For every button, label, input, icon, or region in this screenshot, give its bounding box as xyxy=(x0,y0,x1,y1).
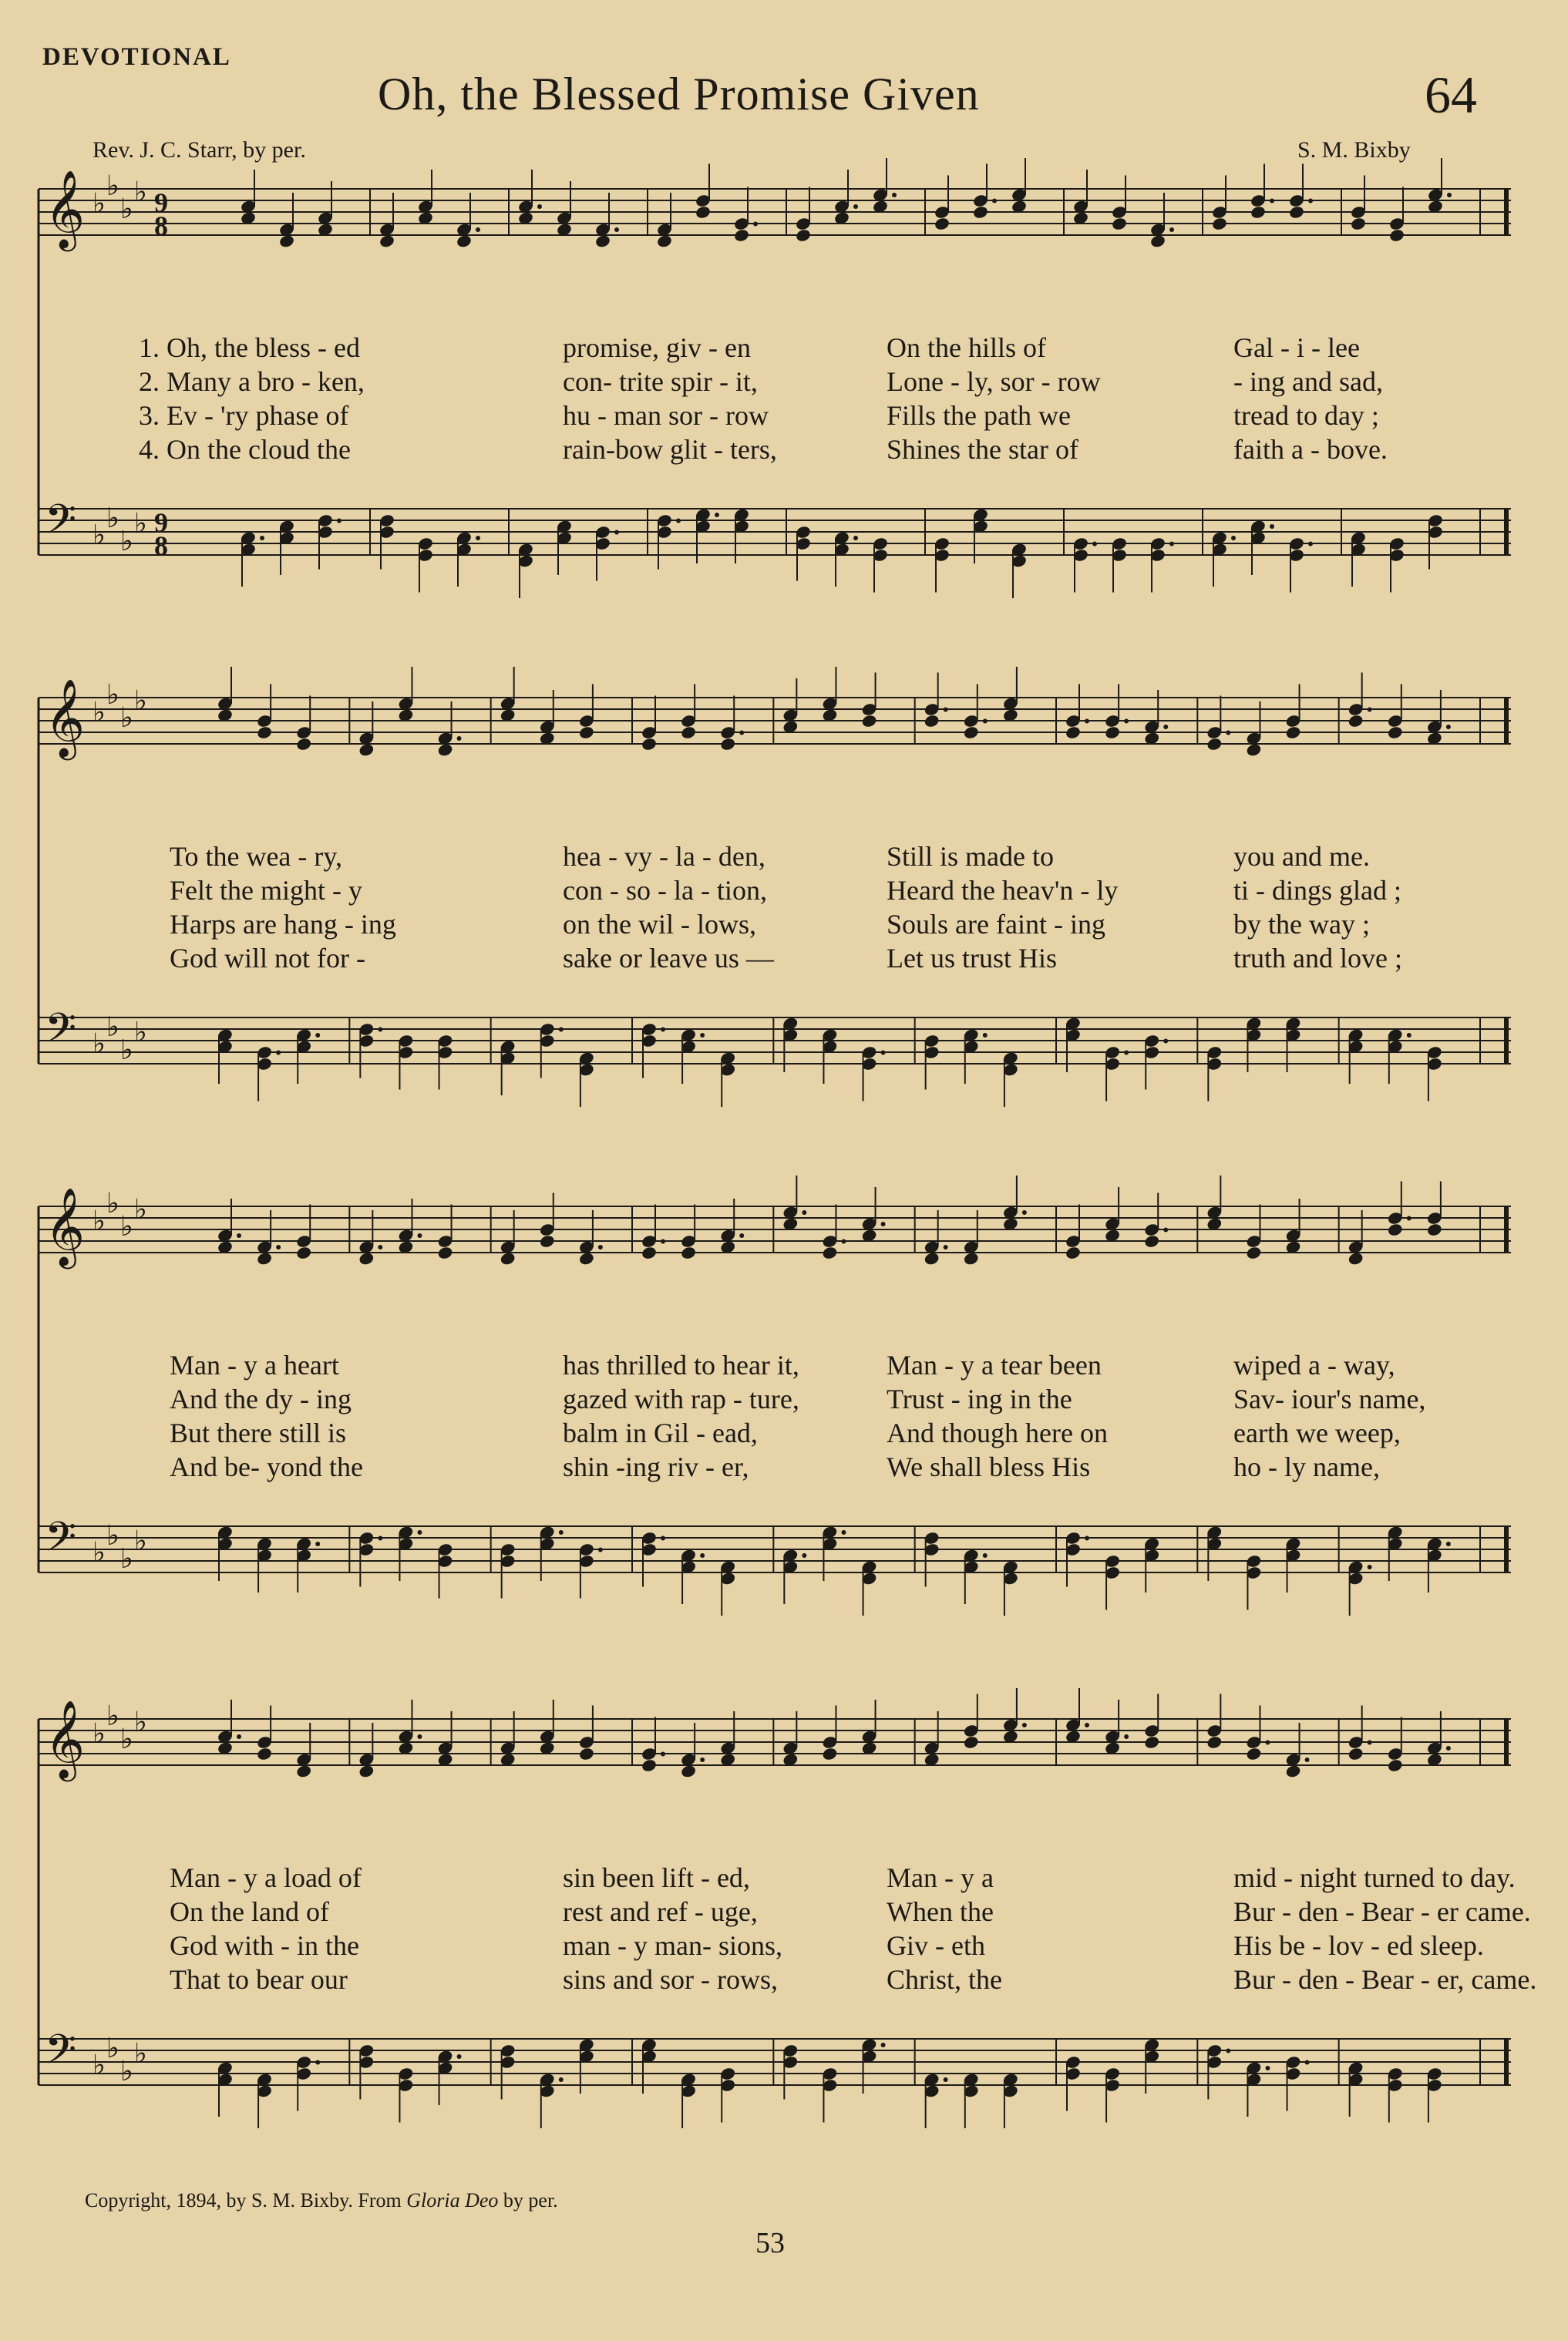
note-head xyxy=(1149,536,1174,593)
lyric-segment: We shall bless His xyxy=(887,1451,1091,1482)
lyric-segment: 3. Ev - 'ry phase of xyxy=(139,400,349,431)
note-head xyxy=(539,1022,564,1078)
lyric-segment: tread to day ; xyxy=(1233,400,1379,431)
note-head xyxy=(872,158,897,214)
flat-icon: ♭ xyxy=(134,177,147,208)
note-head xyxy=(437,1034,454,1090)
lyric-segment: Felt the might - y xyxy=(170,875,362,906)
note-head xyxy=(1111,536,1128,593)
flat-icon: ♭ xyxy=(120,1211,133,1243)
note-head xyxy=(680,2072,697,2128)
lyric-segment: earth we weep, xyxy=(1233,1418,1401,1448)
verse-line-2 xyxy=(31,1383,1511,1417)
note-head xyxy=(833,530,858,587)
flat-icon: ♭ xyxy=(106,1520,119,1552)
note-head xyxy=(822,1028,839,1084)
treble-clef-icon: 𝄞 xyxy=(45,169,86,248)
verse-line-3 xyxy=(31,908,1511,942)
note-head xyxy=(1246,1205,1263,1261)
lyric-segment: Shines the star of xyxy=(887,434,1078,465)
note-head xyxy=(437,1542,454,1599)
lyric-segment: Man - y a tear been xyxy=(887,1350,1102,1381)
note-head xyxy=(1065,2055,1082,2111)
note-head xyxy=(1348,2060,1364,2117)
note-head xyxy=(641,1022,665,1078)
flat-icon: ♭ xyxy=(120,193,133,225)
note-head xyxy=(217,1700,241,1756)
note-head xyxy=(1104,1554,1121,1610)
bass-staff-1 xyxy=(39,496,1511,598)
lyric-segment: But there still is xyxy=(170,1418,346,1448)
lyric-segment: sins and sor - rows, xyxy=(563,1964,778,1995)
lyric-segment: Giv - eth xyxy=(887,1930,985,1961)
lyric-segment: promise, giv - en xyxy=(563,332,751,363)
verse-line-4 xyxy=(31,1451,1511,1485)
note-head xyxy=(500,2043,516,2100)
lyric-segment: by the way ; xyxy=(1233,909,1370,940)
lyric-segment: Gal - i - lee xyxy=(1233,332,1360,363)
note-head xyxy=(539,1193,556,1250)
lyric-segment: hu - man sor - row xyxy=(563,400,769,431)
note-head xyxy=(1065,1688,1089,1744)
lyric-segment: gazed with rap - ture, xyxy=(563,1384,799,1414)
note-head xyxy=(398,1700,422,1756)
note-head xyxy=(578,1706,595,1762)
note-head xyxy=(295,1536,320,1593)
note-head xyxy=(1143,1694,1160,1751)
note-head xyxy=(924,1034,940,1090)
verse-line-1 xyxy=(31,1349,1511,1383)
verse-line-3 xyxy=(31,1929,1511,1963)
lyric-segment: Heard the heav'n - ly xyxy=(887,875,1119,906)
copyright-suffix: by per. xyxy=(503,2189,558,2212)
flat-icon: ♭ xyxy=(120,1034,133,1066)
time-signature-top: 9 xyxy=(154,187,168,218)
lyric-segment: - ing and sad, xyxy=(1233,366,1383,397)
flat-icon: ♭ xyxy=(93,1718,106,1750)
lyric-segment: 2. Many a bro - ken, xyxy=(139,366,365,397)
treble-staff-4 xyxy=(39,1688,1511,1782)
lyric-segment: ti - dings glad ; xyxy=(1233,875,1401,906)
note-head xyxy=(1002,1688,1027,1744)
lyric-segment: rest and ref - uge, xyxy=(563,1896,758,1927)
note-head xyxy=(1288,536,1313,593)
note-head xyxy=(500,1039,516,1095)
note-head xyxy=(963,1028,988,1084)
note-head xyxy=(278,519,295,575)
section-label: DEVOTIONAL xyxy=(42,43,231,71)
lyric-segment: Bur - den - Bear - er, came. xyxy=(1233,1964,1537,1995)
note-head xyxy=(1211,176,1228,232)
flat-icon: ♭ xyxy=(134,1017,147,1048)
time-signature-bottom: 8 xyxy=(154,530,168,561)
note-head xyxy=(1011,158,1028,214)
music-system-4 xyxy=(31,1699,1537,2139)
lyric-segment: God with - in the xyxy=(170,1930,359,1961)
note-head xyxy=(500,1542,516,1599)
note-head xyxy=(1104,1187,1121,1243)
lyric-segment: On the hills of xyxy=(887,332,1046,363)
lyric-segment: When the xyxy=(887,1896,994,1927)
lyric-segment: has thrilled to hear it, xyxy=(563,1350,799,1381)
note-head xyxy=(695,164,712,220)
verse-line-4 xyxy=(31,942,1511,976)
flat-icon: ♭ xyxy=(106,1188,119,1219)
lyric-segment: wiped a - way, xyxy=(1233,1350,1395,1381)
note-head xyxy=(517,170,542,226)
note-head xyxy=(872,536,889,593)
lyric-segment: On the land of xyxy=(170,1896,329,1927)
flat-icon: ♭ xyxy=(106,170,119,202)
note-head xyxy=(680,684,697,741)
lyric-segment: That to bear our xyxy=(170,1964,348,1995)
note-head xyxy=(924,1531,940,1587)
verse-line-4 xyxy=(31,1963,1537,1997)
flat-icon: ♭ xyxy=(120,702,133,734)
flat-icon: ♭ xyxy=(134,2038,147,2070)
lyric-segment: Bur - den - Bear - er came. xyxy=(1233,1896,1531,1927)
note-head xyxy=(963,1548,988,1604)
lyric-segment: Harps are hang - ing xyxy=(170,909,396,940)
note-head xyxy=(417,170,434,226)
note-head xyxy=(833,170,858,226)
time-signature-top: 9 xyxy=(154,507,168,538)
flat-icon: ♭ xyxy=(106,503,119,534)
note-head xyxy=(1350,176,1367,232)
note-head xyxy=(1002,1176,1027,1232)
flat-icon: ♭ xyxy=(120,526,133,557)
lyric-segment: God will not for - xyxy=(170,943,365,974)
note-head xyxy=(217,1028,234,1084)
note-head xyxy=(256,2072,273,2128)
note-head xyxy=(1206,1045,1223,1102)
note-head xyxy=(782,678,799,735)
note-head xyxy=(456,530,480,587)
flat-icon: ♭ xyxy=(106,1700,119,1732)
verse-line-2 xyxy=(31,1895,1531,1929)
note-head xyxy=(295,1028,320,1084)
note-head xyxy=(556,519,573,575)
note-head xyxy=(1211,530,1236,587)
flat-icon: ♭ xyxy=(106,1011,119,1043)
note-head xyxy=(1002,2072,1019,2128)
lyricist-credit: Rev. J. C. Starr, by per. xyxy=(93,137,306,163)
hymn-number: 64 xyxy=(1425,66,1477,124)
note-head xyxy=(240,170,257,226)
note-head xyxy=(1002,1559,1019,1616)
lyric-segment: And though here on xyxy=(887,1418,1108,1448)
note-head xyxy=(1426,1536,1451,1593)
note-head xyxy=(398,667,415,723)
note-head xyxy=(1104,1045,1129,1102)
note-head xyxy=(1206,1694,1223,1751)
lyric-segment: faith a - bove. xyxy=(1233,434,1388,465)
verse-line-3 xyxy=(31,1417,1511,1451)
note-head xyxy=(1250,519,1274,575)
note-head xyxy=(1427,513,1444,570)
note-head xyxy=(539,2072,564,2128)
treble-staff-3 xyxy=(39,1176,1511,1270)
note-head xyxy=(437,2049,462,2105)
lyric-segment: Trust - ing in the xyxy=(887,1384,1072,1414)
note-head xyxy=(358,1022,382,1078)
note-head xyxy=(680,1028,705,1084)
lyric-segment: Fills the path we xyxy=(887,400,1071,431)
lyric-segment: truth and love ; xyxy=(1233,943,1402,974)
bass-clef-icon: 𝄢 xyxy=(45,1005,77,1062)
note-head xyxy=(578,684,595,741)
lyric-segment: you and me. xyxy=(1233,841,1370,872)
time-signature-bottom: 8 xyxy=(154,210,168,241)
note-head xyxy=(680,1548,705,1604)
verse-line-2 xyxy=(31,874,1511,908)
note-head xyxy=(217,2060,234,2117)
note-head xyxy=(934,536,951,593)
note-head xyxy=(594,525,619,581)
flat-icon: ♭ xyxy=(134,1194,147,1226)
lyric-segment: And be- yond the xyxy=(170,1451,363,1482)
note-head xyxy=(1285,1536,1302,1593)
flat-icon: ♭ xyxy=(93,520,106,551)
note-head xyxy=(861,673,878,729)
note-head xyxy=(1143,1034,1168,1090)
note-head xyxy=(437,1205,454,1261)
lyric-segment: hea - vy - la - den, xyxy=(563,841,765,872)
treble-clef-icon: 𝄞 xyxy=(45,678,86,757)
note-head xyxy=(379,513,395,570)
verse-line-1 xyxy=(31,1862,1516,1895)
note-head xyxy=(1285,684,1302,741)
note-head xyxy=(1104,1700,1129,1756)
note-head xyxy=(295,2055,320,2111)
page-number: 53 xyxy=(755,2227,785,2259)
flat-icon: ♭ xyxy=(106,679,119,711)
note-head xyxy=(578,1051,595,1107)
note-head xyxy=(256,1045,281,1102)
note-head xyxy=(1206,1176,1223,1232)
lyric-segment: 1. Oh, the bless - ed xyxy=(139,332,360,363)
note-head xyxy=(719,1559,736,1616)
lyric-segment: Still is made to xyxy=(887,841,1055,872)
note-head xyxy=(861,1559,878,1616)
flat-icon: ♭ xyxy=(93,2050,106,2081)
lyric-segment: Let us trust His xyxy=(887,943,1057,974)
flat-icon: ♭ xyxy=(120,2056,133,2087)
note-head xyxy=(1387,2067,1404,2123)
note-head xyxy=(963,1694,980,1751)
note-head xyxy=(1246,2060,1270,2117)
copyright-notice xyxy=(85,2189,558,2212)
flat-icon: ♭ xyxy=(134,1525,147,1557)
flat-icon: ♭ xyxy=(120,1724,133,1755)
note-head xyxy=(1426,1182,1443,1238)
note-head xyxy=(578,1542,603,1599)
copyright-text: Copyright, 1894, by S. M. Bixby. From xyxy=(85,2189,402,2212)
treble-clef-icon: 𝄞 xyxy=(45,1699,86,1778)
note-head xyxy=(1348,1028,1364,1084)
bass-clef-icon: 𝄢 xyxy=(45,1514,77,1571)
note-head xyxy=(782,1548,806,1604)
note-head xyxy=(398,2067,415,2123)
note-head xyxy=(1285,2055,1310,2111)
note-head xyxy=(1011,542,1028,598)
note-head xyxy=(1350,530,1367,587)
note-head xyxy=(1072,170,1089,226)
note-head xyxy=(822,667,839,723)
note-head xyxy=(1206,2043,1230,2100)
note-head xyxy=(1065,1205,1082,1261)
verse-line-1 xyxy=(31,840,1511,874)
bass-staff-4 xyxy=(39,2027,1511,2128)
note-head xyxy=(861,1045,886,1102)
note-head xyxy=(1111,176,1128,232)
note-head xyxy=(934,176,951,232)
note-head xyxy=(217,667,234,723)
note-head xyxy=(641,1531,665,1587)
flat-icon: ♭ xyxy=(93,188,106,220)
flat-icon: ♭ xyxy=(120,1543,133,1575)
lyric-segment: sake or leave us — xyxy=(563,943,774,974)
music-system-3 xyxy=(31,1186,1511,1626)
note-head xyxy=(1388,187,1405,244)
lyric-segment: And the dy - ing xyxy=(170,1384,352,1414)
flat-icon: ♭ xyxy=(93,1028,106,1060)
lyric-segment: ho - ly name, xyxy=(1233,1451,1380,1482)
lyric-segment: Man - y a load of xyxy=(170,1862,362,1893)
flat-icon: ♭ xyxy=(134,685,147,717)
lyric-segment: Lone - ly, sor - row xyxy=(887,366,1101,397)
note-head xyxy=(719,2067,736,2123)
lyric-segment: To the wea - ry, xyxy=(170,841,343,872)
bass-clef-icon: 𝄢 xyxy=(45,496,77,553)
note-head xyxy=(295,696,312,752)
note-head xyxy=(1246,1554,1263,1610)
treble-clef-icon: 𝄞 xyxy=(45,1186,86,1266)
flat-icon: ♭ xyxy=(134,1707,147,1738)
note-head xyxy=(398,1034,415,1090)
note-head xyxy=(1426,1045,1443,1102)
note-head xyxy=(861,1187,886,1243)
note-head xyxy=(795,187,812,244)
note-head xyxy=(719,1051,736,1107)
note-head xyxy=(1388,536,1405,593)
lyric-segment: shin -ing riv - er, xyxy=(563,1451,749,1482)
lyric-segment: on the wil - lows, xyxy=(563,909,756,940)
note-head xyxy=(256,684,273,741)
copyright-source: Gloria Deo xyxy=(406,2189,499,2212)
lyric-segment: sin been lift - ed, xyxy=(563,1862,750,1893)
note-head xyxy=(539,1700,556,1756)
note-head xyxy=(861,1700,878,1756)
note-head xyxy=(822,2067,839,2123)
flat-icon: ♭ xyxy=(93,1537,106,1569)
lyric-segment: mid - night turned to day. xyxy=(1233,1862,1516,1893)
treble-staff-2 xyxy=(39,667,1511,761)
music-system-2 xyxy=(31,678,1511,1118)
music-system-1 xyxy=(31,169,1511,609)
note-head xyxy=(1072,536,1097,593)
note-head xyxy=(795,525,812,581)
note-head xyxy=(782,2043,799,2100)
verse-line-3 xyxy=(31,399,1511,433)
note-head xyxy=(641,696,658,752)
note-head xyxy=(1387,1028,1412,1084)
note-head xyxy=(1387,1717,1404,1774)
note-head xyxy=(256,1536,273,1593)
bass-staff-2 xyxy=(39,1005,1511,1107)
flat-icon: ♭ xyxy=(93,697,106,728)
lyric-segment: 4. On the cloud the xyxy=(139,434,351,465)
lyric-segment: Man - y a xyxy=(887,1862,994,1893)
note-head xyxy=(822,1706,839,1762)
note-head xyxy=(295,1205,312,1261)
treble-staff-1 xyxy=(39,158,1511,252)
note-head xyxy=(656,513,681,570)
bass-clef-icon: 𝄢 xyxy=(45,2027,77,2084)
note-head xyxy=(1104,2067,1121,2123)
lyric-segment: rain-bow glit - ters, xyxy=(563,434,777,465)
note-head xyxy=(358,2043,375,2100)
composer-credit: S. M. Bixby xyxy=(1297,137,1411,163)
lyric-segment: Sav- iour's name, xyxy=(1233,1384,1426,1414)
bass-staff-3 xyxy=(39,1514,1511,1616)
note-head xyxy=(317,513,342,570)
lyric-segment: con- trite spir - it, xyxy=(563,366,758,397)
verse-line-1 xyxy=(31,331,1511,365)
note-head xyxy=(924,2072,948,2128)
note-head xyxy=(417,536,434,593)
lyric-segment: balm in Gil - ead, xyxy=(563,1418,758,1448)
lyric-segment: His be - lov - ed sleep. xyxy=(1233,1930,1484,1961)
note-head xyxy=(500,667,516,723)
note-head xyxy=(358,1531,382,1587)
note-head xyxy=(1002,1051,1019,1107)
note-head xyxy=(1426,2067,1443,2123)
note-head xyxy=(1348,1559,1372,1616)
lyric-segment: Souls are faint - ing xyxy=(887,909,1105,940)
verse-line-2 xyxy=(31,365,1511,399)
flat-icon: ♭ xyxy=(134,508,147,540)
lyric-segment: man - y man- sions, xyxy=(563,1930,782,1961)
note-head xyxy=(1143,1536,1160,1593)
note-head xyxy=(1002,667,1019,723)
lyric-segment: Christ, the xyxy=(887,1964,1002,1995)
flat-icon: ♭ xyxy=(106,2033,119,2064)
verse-line-4 xyxy=(31,433,1511,467)
note-head xyxy=(963,2072,980,2128)
lyric-segment: Man - y a heart xyxy=(170,1350,339,1381)
note-head xyxy=(1387,684,1404,741)
hymn-title: Oh, the Blessed Promise Given xyxy=(378,69,980,119)
note-head xyxy=(1427,158,1452,214)
note-head xyxy=(240,530,264,587)
note-head xyxy=(680,1205,697,1261)
note-head xyxy=(256,1706,273,1762)
lyric-segment: con - so - la - tion, xyxy=(563,875,767,906)
note-head xyxy=(517,542,534,598)
flat-icon: ♭ xyxy=(93,1206,106,1237)
note-head xyxy=(1065,1531,1089,1587)
note-head xyxy=(782,1176,806,1232)
